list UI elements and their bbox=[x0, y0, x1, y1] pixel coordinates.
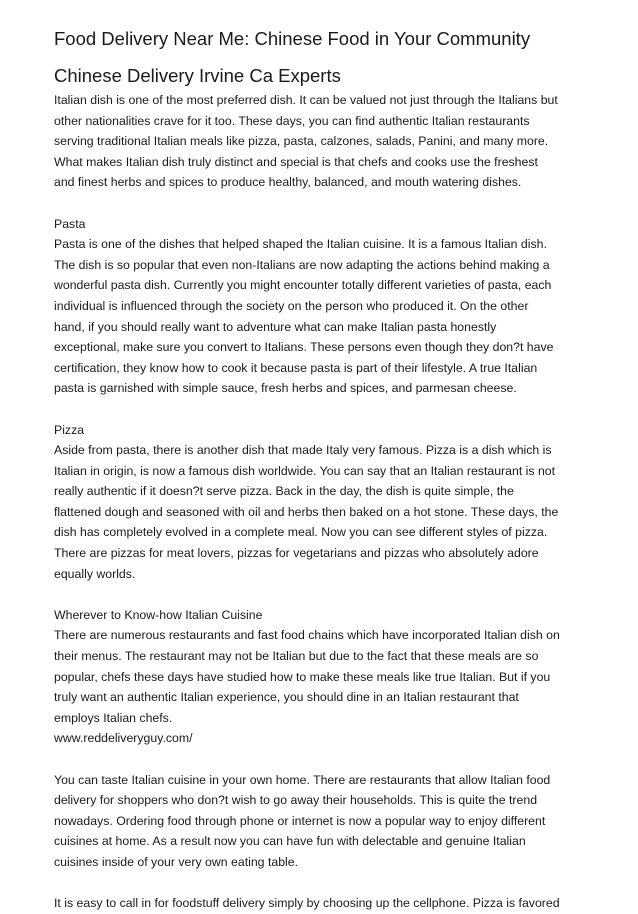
text-line: You can taste Italian cuisine in your own home. There are restaurants that allow Italian food bbox=[54, 772, 551, 787]
text-line: cuisines inside of your very own eating table. bbox=[54, 854, 299, 869]
text-line: pasta is garnished with simple sauce, fresh herbs and spices, and parmesan cheese. bbox=[54, 381, 517, 396]
text-line: The dish is so popular that even non-Italians are now adapting the actions behind making a bbox=[54, 257, 550, 272]
text-line: nowadays. Ordering food through phone or internet is now a popular way to enjoy different bbox=[54, 813, 546, 828]
text-line: flattened dough and seasoned with oil and herbs then baked on a hot stone. These days, the bbox=[54, 504, 559, 519]
text-line: individual is influenced through the society on the person who produced it. On the other bbox=[54, 298, 529, 313]
text-line: dish has completely evolved in a complete meal. Now you can see different styles of pizza. bbox=[54, 525, 548, 540]
paragraph-phone-order bbox=[54, 893, 588, 914]
text-line: delivery for shoppers who don?t wish to go away their households. This is quite the trend bbox=[54, 793, 538, 808]
text-line: certification, they know how to cook it because pasta is part of their lifestyle. A true Italian bbox=[54, 360, 538, 375]
section-pasta bbox=[54, 214, 588, 399]
text-line: What makes Italian dish truly distinct and special is that chefs and cooks use the freshest bbox=[54, 154, 538, 169]
text-line: really authentic if it doesn?t serve pizza. Back in the day, the dish is quite simple, the bbox=[54, 484, 514, 499]
text-line: and finest herbs and spices to produce healthy, balanced, and mouth watering dishes. bbox=[54, 175, 522, 190]
section-heading-pasta: Pasta bbox=[54, 216, 86, 231]
page-subtitle: Chinese Delivery Irvine Ca Experts bbox=[54, 65, 341, 86]
text-line: There are numerous restaurants and fast food chains which have incorporated Italian dish on bbox=[54, 628, 560, 643]
text-line: Aside from pasta, there is another dish that made Italy very famous. Pizza is a dish which is bbox=[54, 443, 552, 458]
section-pizza bbox=[54, 420, 588, 585]
text-line: their menus. The restaurant may not be Italian but due to the fact that these meals are so bbox=[54, 649, 539, 664]
section-heading-pizza: Pizza bbox=[54, 422, 85, 437]
text-line: employs Italian chefs. bbox=[54, 710, 173, 725]
text-line: It is easy to call in for foodstuff delivery simply by choosing up the cellphone. Pizza is favored bbox=[54, 896, 560, 911]
text-line: There are pizzas for meat lovers, pizzas for vegetarians and pizzas who absolutely adore bbox=[54, 546, 539, 561]
text-line: exceptional, make sure you convert to Italians. These persons even though they don?t have bbox=[54, 340, 554, 355]
page-title: Food Delivery Near Me: Chinese Food in Your Community bbox=[54, 28, 531, 49]
text-line: cuisines at home. As a result now you can have fun with delectable and genuine Italian bbox=[54, 834, 526, 849]
paragraph-intro bbox=[54, 90, 588, 193]
text-line: Italian dish is one of the most preferred dish. It can be valued not just through the Italians but bbox=[54, 93, 558, 107]
section-where-to-experience bbox=[54, 605, 588, 749]
text-line: serving traditional Italian meals like pizza, pasta, calzones, salads, Panini, and many more. bbox=[54, 134, 549, 149]
paragraph-home-delivery bbox=[54, 770, 588, 873]
section-heading-where: Wherever to Know-how Italian Cuisine bbox=[54, 607, 263, 622]
text-line: wonderful pasta dish. Currently you might encounter totally different varieties of pasta, each bbox=[54, 278, 552, 293]
text-line: Pasta is one of the dishes that helped shaped the Italian cuisine. It is a famous Italian dish. bbox=[54, 237, 547, 252]
text-line: truly want an authentic Italian experience, you should dine in an Italian restaurant that bbox=[54, 690, 519, 705]
website-url: www.reddeliveryguy.com/ bbox=[54, 731, 193, 746]
text-line: other nationalities crave for it too. These days, you can find authentic Italian restaurants bbox=[54, 113, 530, 128]
text-line: equally worlds. bbox=[54, 566, 136, 581]
text-line: hand, if you should really want to adventure what can make Italian pasta honestly bbox=[54, 319, 497, 334]
text-line: popular, chefs these days have studied how to make these meals like true Italian. But if you bbox=[54, 669, 551, 684]
text-line: Italian in origin, is now a famous dish worldwide. You can say that an Italian restaurant is not bbox=[54, 463, 556, 478]
